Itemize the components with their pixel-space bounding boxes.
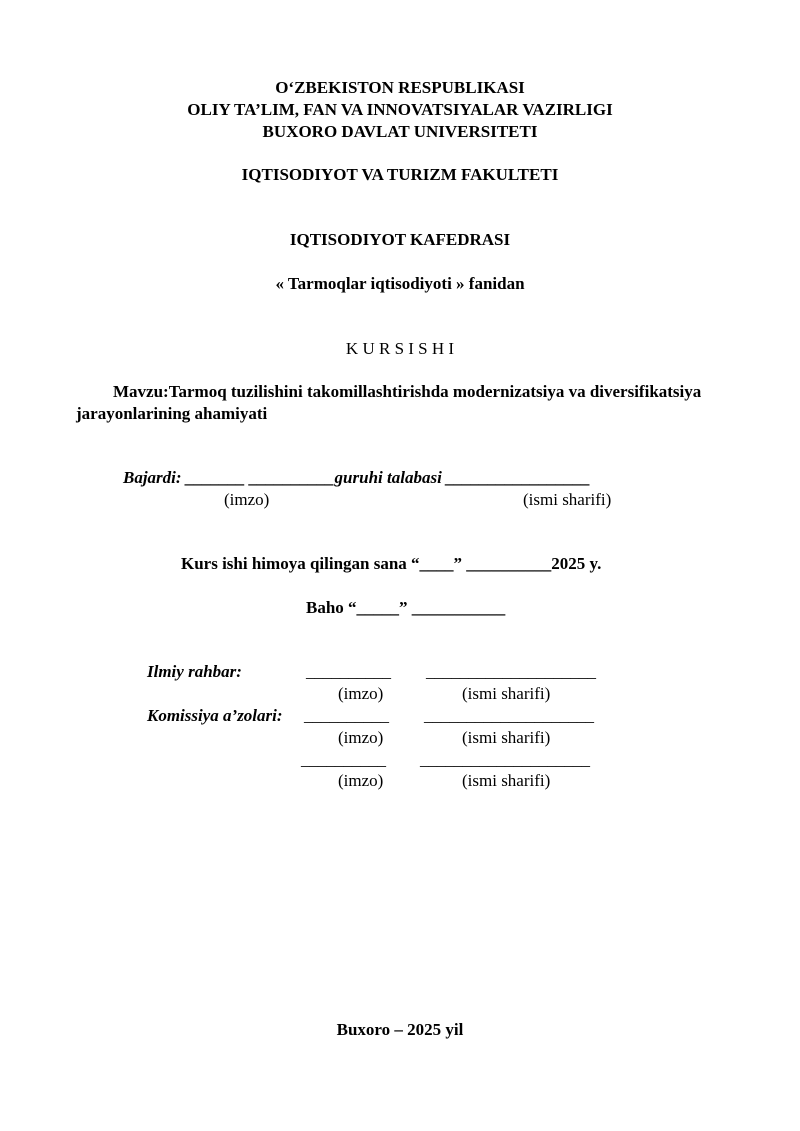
committee-member2-name-line: ____________________ [420, 750, 590, 769]
performer-sign-label: (imzo) [224, 490, 270, 509]
committee-member2-sign-line: __________ [301, 750, 386, 769]
footer-city-year: Buxoro – 2025 yil [336, 1020, 464, 1039]
department-title: IQTISODIYOT KAFEDRASI [289, 230, 511, 249]
supervisor-name-line: ____________________ [426, 662, 596, 681]
document-type: K U R S I S H I [345, 339, 455, 358]
grade-line: Baho “_____” ___________ [306, 598, 506, 617]
committee-member1-sign-label: (imzo) [338, 728, 384, 747]
header-university: BUXORO DAVLAT UNIVERSITETI [262, 122, 538, 141]
performer-name-label: (ismi sharifi) [523, 490, 612, 509]
supervisor-label: Ilmiy rahbar: [147, 662, 242, 681]
topic-line-2: jarayonlarining ahamiyati [76, 404, 268, 423]
committee-label: Komissiya a’zolari: [147, 706, 283, 725]
faculty-title: IQTISODIYOT VA TURIZM FAKULTETI [241, 165, 559, 184]
defense-date: Kurs ishi himoya qilingan sana “____” __________2025 y. [181, 554, 602, 573]
committee-member1-sign-line: __________ [304, 706, 389, 725]
supervisor-name-label: (ismi sharifi) [462, 684, 551, 703]
header-country: O‘ZBEKISTON RESPUBLIKASI [275, 78, 525, 97]
topic-line-1: Mavzu:Tarmoq tuzilishini takomillashtirishda modernizatsiya va diversifikatsiya [113, 382, 702, 401]
committee-member2-name-label: (ismi sharifi) [462, 771, 551, 790]
performer-line: Bajardi: _______ __________guruhi talabasi _________________ [123, 468, 591, 487]
supervisor-sign-label: (imzo) [338, 684, 384, 703]
subject-title: « Tarmoqlar iqtisodiyoti » fanidan [275, 274, 525, 293]
header-ministry: OLIY TA’LIM, FAN VA INNOVATSIYALAR VAZIRLIGI [187, 100, 613, 119]
committee-member2-sign-label: (imzo) [338, 771, 384, 790]
supervisor-sign-line: __________ [306, 662, 391, 681]
committee-member1-name-line: ____________________ [424, 706, 594, 725]
committee-member1-name-label: (ismi sharifi) [462, 728, 551, 747]
